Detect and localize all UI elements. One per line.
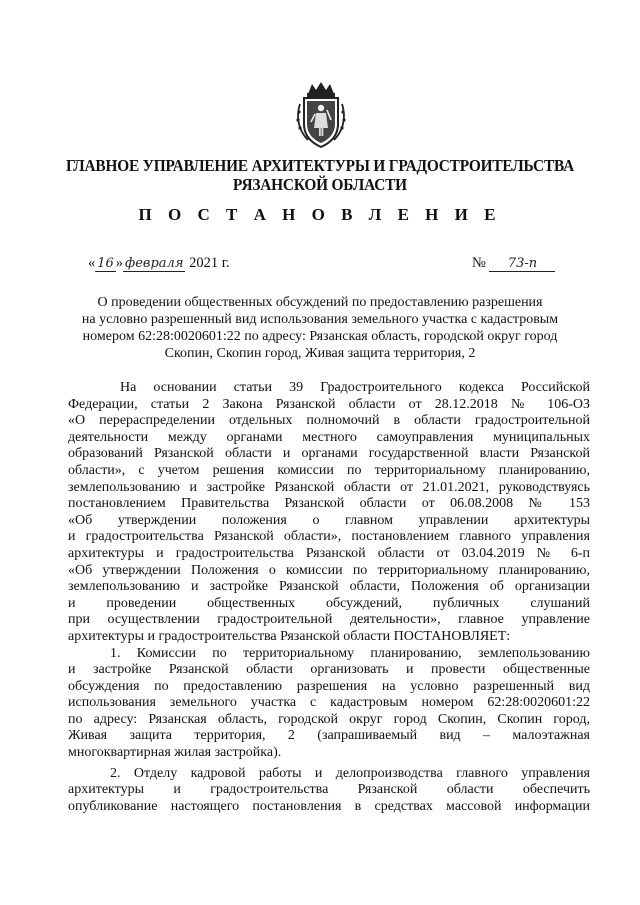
preamble-paragraph	[68, 380, 590, 646]
body-line: использования земельного участка с кадастровым номером 62:28:0020601:22	[68, 695, 590, 711]
body-line: постановлением Правительства Рязанской области от 06.08.2008 № 153	[68, 496, 590, 512]
subject-line: на условно разрешенный вид использования земельного участка с кадастровым	[81, 312, 559, 327]
document-subject	[60, 294, 580, 362]
subject-line: О проведении общественных обсуждений по предоставлению разрешения	[97, 295, 543, 310]
body-line: по адресу: Рязанская область, городской округ город Скопин, Скопин город,	[68, 711, 590, 727]
body-line: деятельности между органами местного самоуправления муниципальных	[68, 429, 590, 445]
document-number	[472, 255, 555, 272]
resolution-item-1	[68, 646, 590, 762]
org-title-line: ГЛАВНОЕ УПРАВЛЕНИЕ АРХИТЕКТУРЫ И ГРАДОСТРОИТЕЛЬСТВА	[66, 156, 574, 175]
date-close-quote: »	[115, 255, 124, 271]
body-line: «Об утверждении положения о главном управлении архитектуры	[68, 512, 590, 528]
body-line: образований Рязанской области и органами государственной власти Рязанской	[68, 446, 590, 462]
body-line: опубликование настоящего постановления в средствах массовой информации	[68, 798, 590, 814]
body-line: многоквартирная жилая застройка).	[68, 745, 282, 761]
body-line: и проведении общественных обсуждений, публичных слушаний	[68, 595, 590, 611]
body-line: архитектуры и градостроительства Рязанской области от 03.04.2019 № 6-п	[68, 545, 590, 561]
resolution-item-2	[68, 766, 590, 816]
body-line: архитектуры и градостроительства Рязанской области ПОСТАНОВЛЯЕТ:	[68, 628, 511, 644]
body-line: Живая защита территория, 2 (запрашиваемый вид – малоэтажная	[68, 728, 590, 744]
document-body	[68, 380, 590, 815]
document-kind-heading: П О С Т А Н О В Л Е Н И Е	[138, 205, 502, 224]
body-line: и градостроительства Рязанской области», постановлением главного управления	[68, 529, 590, 545]
body-line: обсуждения по предоставлению разрешения на условно разрешенный вид	[68, 678, 590, 694]
document-date	[88, 255, 230, 272]
organization-title	[60, 156, 581, 194]
body-line: На основании статьи 39 Градостроительного кодекса Российской	[120, 380, 590, 395]
body-line: Федерации, статьи 2 Закона Рязанской области от 28.12.2018 № 106-ОЗ	[68, 396, 590, 412]
subject-line: Скопин, Скопин город, Живая защита территория, 2	[164, 346, 476, 361]
body-line: области», с учетом решения комиссии по территориальному планированию,	[68, 462, 590, 478]
body-line: землепользованию и застройке Рязанской области, Положения об организации	[68, 579, 590, 595]
date-month: февраля	[125, 256, 184, 271]
number-label: №	[472, 255, 486, 271]
body-line: 1. Комиссии по территориальному планированию, землепользованию	[110, 645, 590, 661]
body-line: и застройке Рязанской области организовать и провести общественные	[68, 662, 590, 678]
body-line: «О перераспределении отдельных полномочий в области градостроительной	[68, 413, 590, 429]
body-line: при осуществлении градостроительной деятельности», главное управление	[68, 612, 590, 628]
body-line: 2. Отделу кадровой работы и делопроизводства главного управления	[110, 765, 590, 781]
body-line: землепользованию и застройке Рязанской области от 21.01.2021, руководствуясь	[68, 479, 590, 495]
number-value: 73-п	[489, 257, 555, 272]
date-open-quote: «	[88, 255, 96, 271]
org-title-line: РЯЗАНСКОЙ ОБЛАСТИ	[233, 175, 407, 194]
date-year: 2021 г.	[189, 255, 230, 271]
subject-line: номером 62:28:0020601:22 по адресу: Рязанская область, городской округ город	[82, 329, 558, 344]
ryazan-coat-of-arms-icon	[290, 80, 352, 150]
body-line: архитектуры и градостроительства Рязанской области обеспечить	[68, 782, 590, 798]
body-line: «Об утверждении Положения о комиссии по территориальному планированию,	[68, 562, 590, 578]
date-day: 16	[97, 256, 114, 271]
